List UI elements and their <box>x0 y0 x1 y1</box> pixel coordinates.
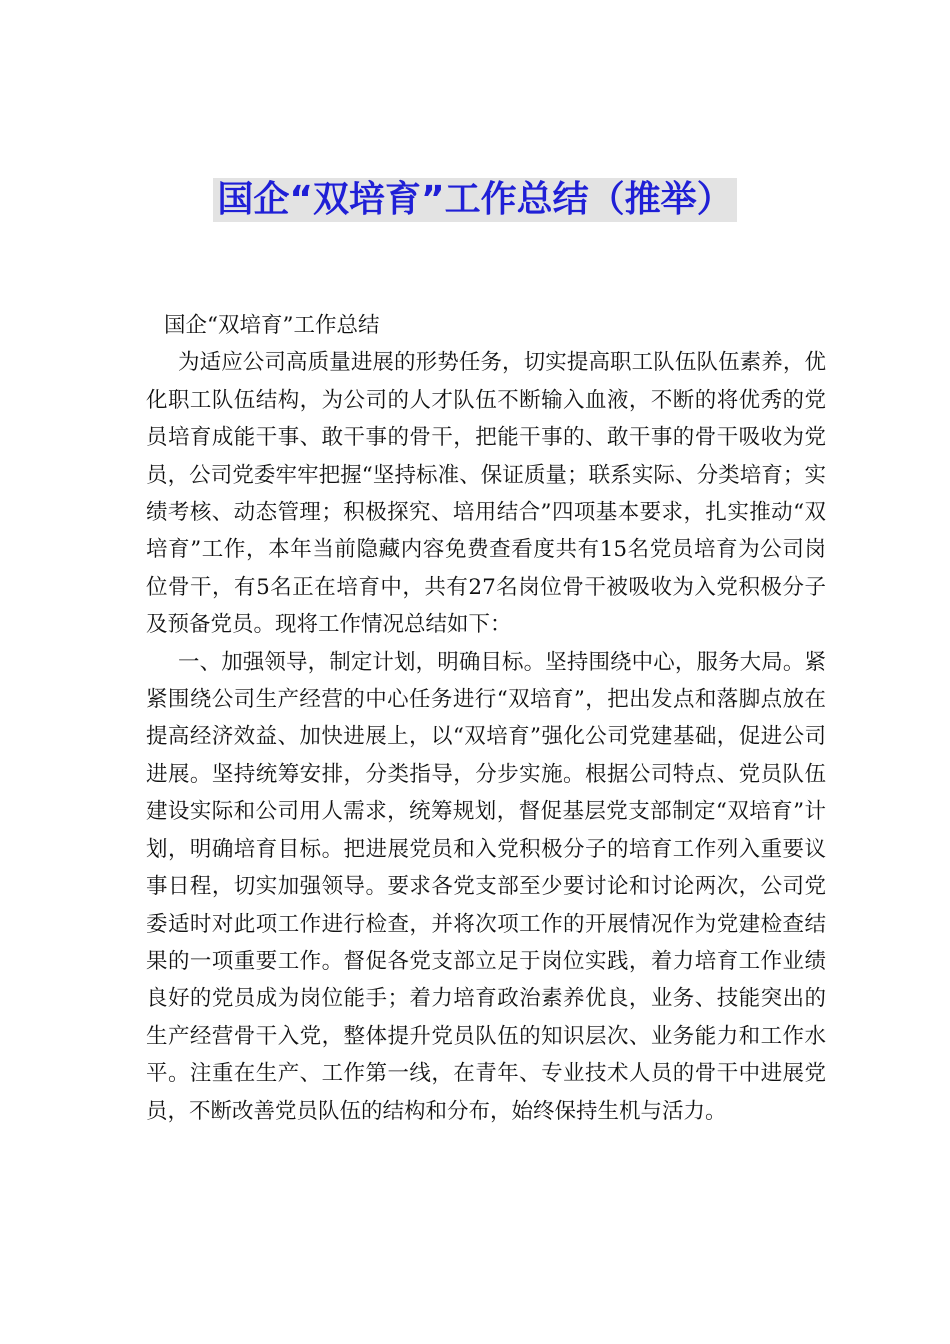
document-body <box>146 307 826 1130</box>
paragraph-section-one: 一、加强领导，制定计划，明确目标。坚持围绕中心，服务大局。紧紧围绕公司生产经营的中心任务进行“双培育”，把出发点和落脚点放在提高经济效益、加快进展上，以“双培育”强化公司党建基础，促进公司进展。坚持统筹安排，分类指导，分步实施。根据公司特点、党员队伍建设实际和公司用人需求，统筹规划，督促基层党支部制定“双培育”计划，明确培育目标。把进展党员和入党积极分子的培育工作列入重要议事日程，切实加强领导。要求各党支部至少要讨论和讨论两次，公司党委适时对此项工作进行检查，并将次项工作的开展情况作为党建检查结果的一项重要工作。督促各党支部立足于岗位实践，着力培育工作业绩良好的党员成为岗位能手；着力培育政治素养优良，业务、技能突出的生产经营骨干入党，整体提升党员队伍的知识层次、业务能力和工作水平。注重在生产、工作第一线，在青年、专业技术人员的骨干中进展党员，不断改善党员队伍的结构和分布，始终保持生机与活力。 <box>146 649 826 1124</box>
paragraph-intro: 为适应公司高质量进展的形势任务，切实提高职工队伍队伍素养，优化职工队伍结构，为公司的人才队伍不断输入血液，不断的将优秀的党员培育成能干事、敢干事的骨干，把能干事的、敢干事的骨干吸收为党员，公司党委牢牢把握“坚持标准、保证质量；联系实际、分类培育；实绩考核、动态管理；积极探究、培用结合”四项基本要求，扎实推动“双培育”工作，本年当前隐藏内容免费查看度共有15名党员培育为公司岗位骨干，有5名正在培育中，共有27名岗位骨干被吸收为入党积极分子及预备党员。现将工作情况总结如下： <box>146 350 826 638</box>
title-container <box>0 178 950 222</box>
document-subtitle: 国企“双培育”工作总结 <box>164 313 380 338</box>
document-title: 国企“双培育”工作总结（推举） <box>213 178 736 222</box>
